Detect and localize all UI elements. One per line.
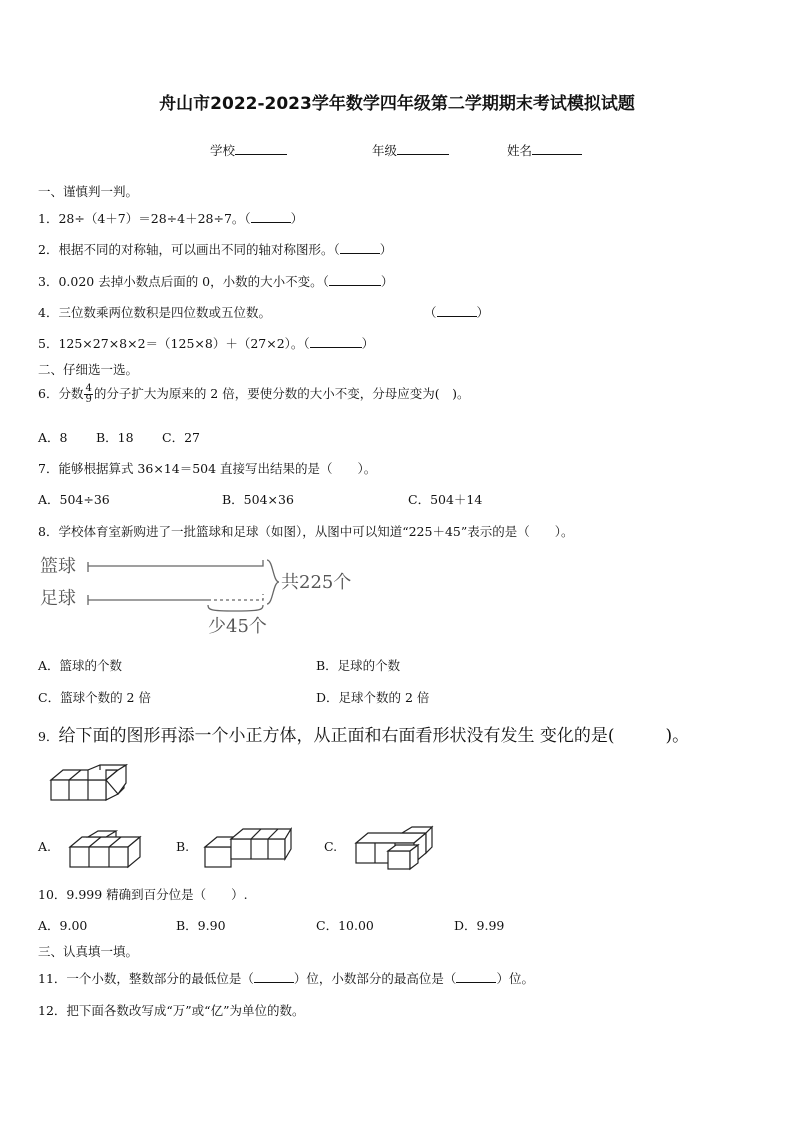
name-label: 姓名 <box>507 143 533 158</box>
question-8: 8．学校体育室新购进了一批篮球和足球（如图），从图中可以知道“225＋45”表示的是（ ）。 <box>38 524 574 539</box>
q9-figure-a <box>66 829 148 871</box>
grade-label: 年级 <box>372 143 398 158</box>
q8-option-c[interactable]: C．篮球个数的 2 倍 <box>38 690 151 705</box>
question-5: 5．125×27×8×2＝（125×8）＋（27×2）。（ ） <box>38 336 375 351</box>
section-3-heading: 三、认真填一填。 <box>38 944 139 959</box>
fraction: $\frac{4}{9}$ <box>85 383 92 405</box>
q7-option-a[interactable]: A．504÷36 <box>38 492 110 507</box>
football-bar <box>88 595 208 605</box>
difference-dashed <box>208 594 263 600</box>
cube-figure <box>46 763 130 805</box>
q9-figure-b <box>201 825 293 871</box>
q2-blank[interactable] <box>340 241 380 254</box>
diagram-total: 共225个 <box>281 572 352 593</box>
diagram-label-basketball: 篮球 <box>40 556 76 577</box>
q11-blank-2[interactable] <box>456 970 496 983</box>
question-7: 7．能够根据算式 36×14＝504 直接写出结果的是（ ）。 <box>38 461 377 476</box>
q6-option-a[interactable]: A．8 <box>38 430 68 445</box>
q10-option-b[interactable]: B．9.90 <box>176 918 226 933</box>
question-4: 4．三位数乘两位数积是四位数或五位数。 <box>38 305 271 320</box>
question-3: 3．0.020 去掉小数点后面的 0，小数的大小不变。（ ） <box>38 274 394 289</box>
q4-blank[interactable] <box>437 304 477 317</box>
q10-option-c[interactable]: C．10.00 <box>316 918 374 933</box>
question-6: 6．分数 $\frac{4}{9}$ 的分子扩大为原来的 2 倍，要使分数的大小不变，分母应变为( )。 <box>38 383 470 405</box>
q3-blank[interactable] <box>329 273 381 286</box>
q5-blank[interactable] <box>310 335 362 348</box>
ball-diagram <box>36 548 366 640</box>
q8-option-a[interactable]: A．篮球的个数 <box>38 658 123 673</box>
q11-blank-1[interactable] <box>254 970 294 983</box>
q8-option-b[interactable]: B．足球的个数 <box>316 658 401 673</box>
q9-option-b[interactable]: B. <box>176 839 190 854</box>
less-brace <box>208 605 263 611</box>
total-brace <box>267 560 279 604</box>
q9-figure-c <box>352 825 436 873</box>
section-1-heading: 一、谨慎判一判。 <box>38 184 139 199</box>
school-field[interactable] <box>210 141 287 159</box>
q9-option-c[interactable]: C. <box>324 839 338 854</box>
section-2-heading: 二、仔细选一选。 <box>38 362 139 377</box>
diagram-label-football: 足球 <box>40 588 76 609</box>
question-9: 9．给下面的图形再添一个小正方体，从正面和右面看形状没有发生 变化的是( )。 <box>38 726 690 746</box>
question-1: 1．28÷（4＋7）＝28÷4＋28÷7。（ ） <box>38 211 304 226</box>
q10-option-a[interactable]: A．9.00 <box>38 918 88 933</box>
diagram-less: 少45个 <box>208 616 267 637</box>
q6-option-c[interactable]: C．27 <box>162 430 200 445</box>
q1-blank[interactable] <box>251 210 291 223</box>
question-2: 2．根据不同的对称轴，可以画出不同的轴对称图形。（ ） <box>38 242 393 257</box>
q8-option-d[interactable]: D．足球个数的 2 倍 <box>316 690 430 705</box>
q10-option-d[interactable]: D．9.99 <box>454 918 505 933</box>
q6-option-b[interactable]: B．18 <box>96 430 134 445</box>
q9-option-a[interactable]: A. <box>38 839 52 854</box>
school-label: 学校 <box>210 143 236 158</box>
q4-answer: （ ） <box>424 305 490 320</box>
grade-field[interactable] <box>372 141 449 159</box>
basketball-bar <box>88 560 263 572</box>
question-10: 10．9.999 精确到百分位是（ ）. <box>38 887 248 902</box>
page-title: 舟山市2022-2023学年数学四年级第二学期期末考试模拟试题 <box>159 94 635 114</box>
q7-option-c[interactable]: C．504＋14 <box>408 492 483 507</box>
question-12: 12．把下面各数改写成“万”或“亿”为单位的数。 <box>38 1003 305 1018</box>
name-field[interactable] <box>507 141 582 159</box>
question-11: 11．一个小数，整数部分的最低位是（ ）位，小数部分的最高位是（ ）位。 <box>38 971 534 986</box>
q7-option-b[interactable]: B．504×36 <box>222 492 294 507</box>
